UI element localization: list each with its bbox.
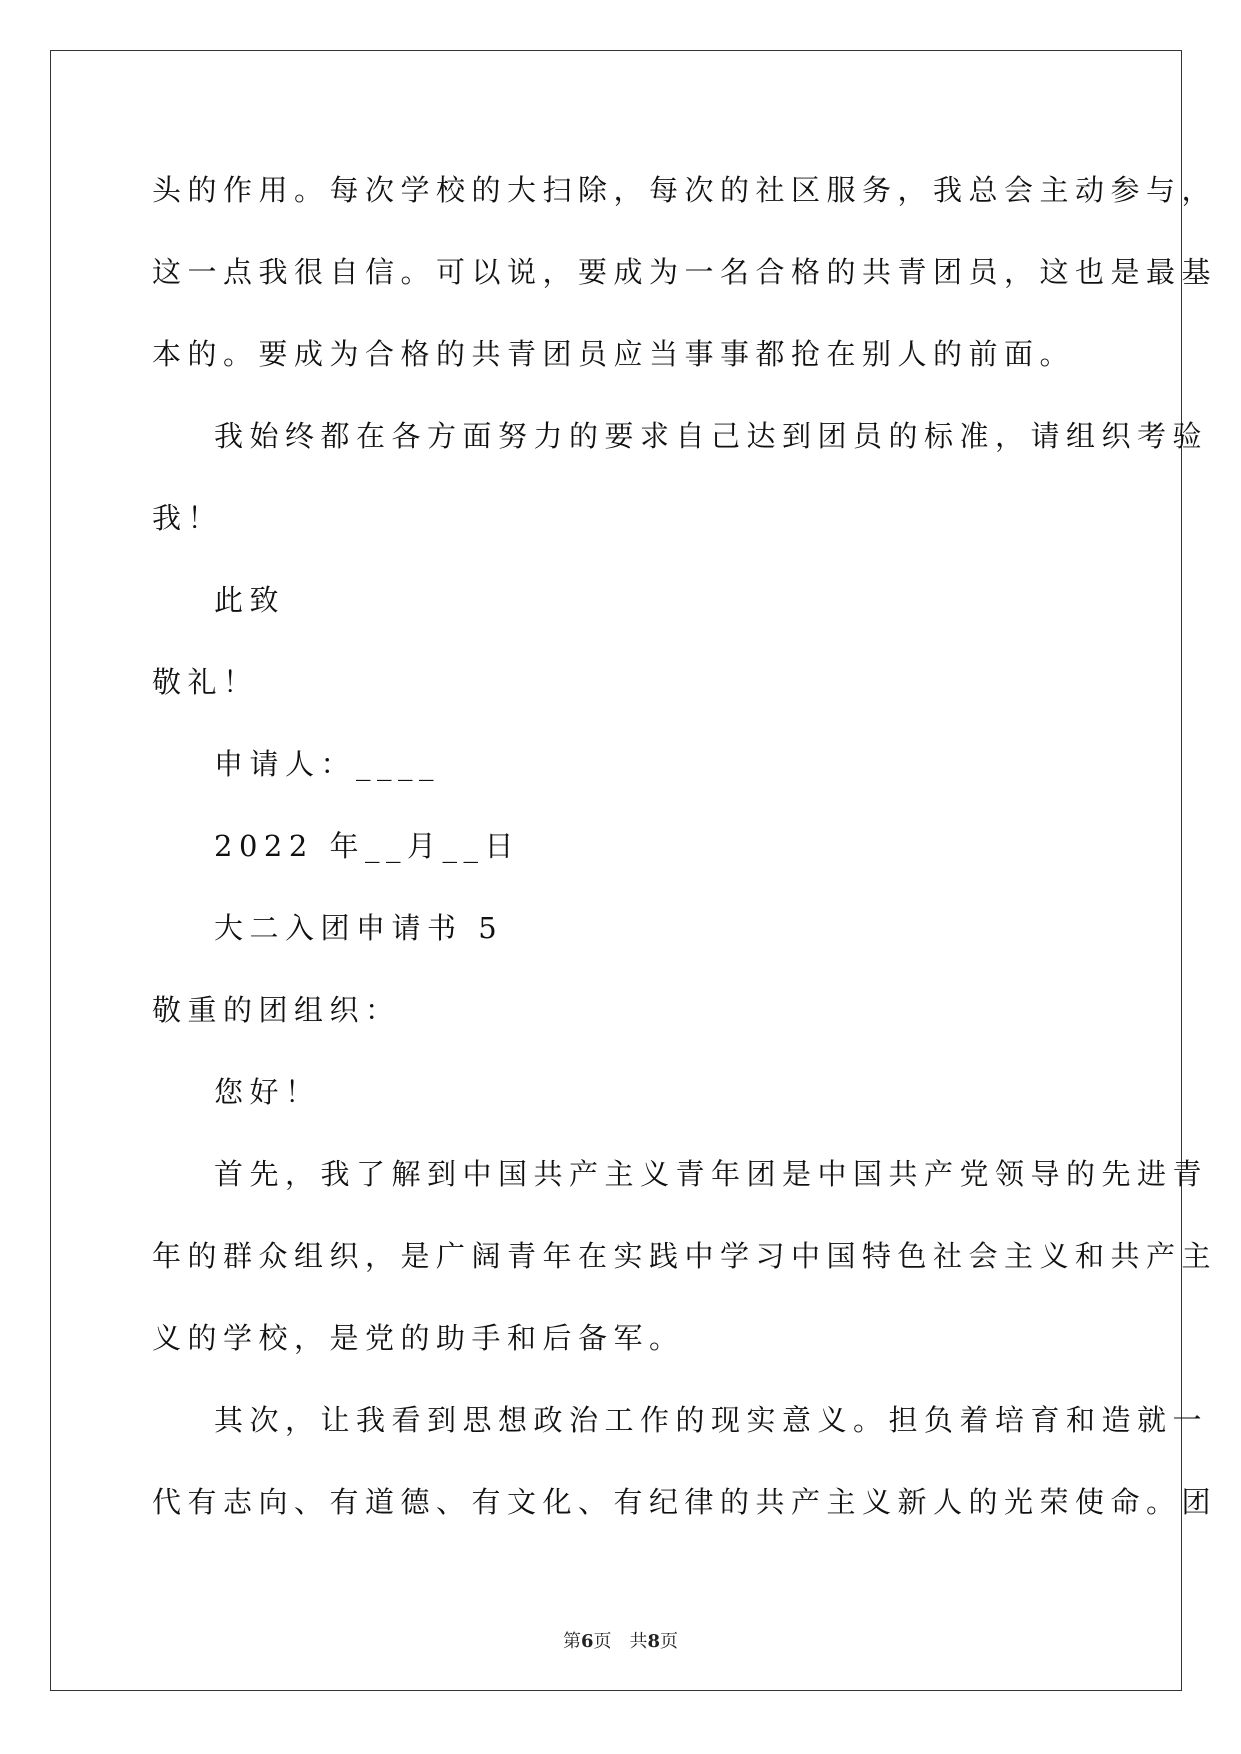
page-current: 6 xyxy=(580,1631,594,1652)
text-line: 首先，我了解到中国共产主义青年团是中国共产党领导的先进青 xyxy=(214,1157,1209,1191)
page-prefix: 第 xyxy=(562,1631,581,1652)
text-line: 本的。要成为合格的共青团员应当事事都抢在别人的前面。 xyxy=(152,337,1076,371)
greeting: 您好！ xyxy=(214,1075,321,1109)
text-line: 其次，让我看到思想政治工作的现实意义。担负着培育和造就一 xyxy=(214,1403,1209,1437)
closing-salutation: 此致 xyxy=(214,583,286,617)
text-line: 头的作用。每次学校的大扫除，每次的社区服务，我总会主动参与， xyxy=(152,173,1218,207)
text-line: 我！ xyxy=(152,501,224,535)
section-title: 大二入团申请书 5 xyxy=(214,911,504,945)
page-border xyxy=(50,50,1182,1691)
page-suffix: 页 xyxy=(660,1631,679,1652)
text-line: 这一点我很自信。可以说，要成为一名合格的共青团员，这也是最基 xyxy=(152,255,1218,289)
applicant-signature: 申请人：____ xyxy=(214,747,441,781)
addressee: 敬重的团组织： xyxy=(152,993,401,1027)
text-line: 年的群众组织，是广阔青年在实践中学习中国特色社会主义和共产主 xyxy=(152,1239,1218,1273)
date-line: 2022 年__月__日 xyxy=(214,829,521,863)
text-line: 代有志向、有道德、有文化、有纪律的共产主义新人的光荣使命。团 xyxy=(152,1485,1218,1519)
page-total: 8 xyxy=(647,1631,661,1652)
page-mid: 页 共 xyxy=(593,1631,648,1652)
text-line: 义的学校，是党的助手和后备军。 xyxy=(152,1321,685,1355)
text-line: 我始终都在各方面努力的要求自己达到团员的标准，请组织考验 xyxy=(214,419,1209,453)
closing-regards: 敬礼！ xyxy=(152,665,259,699)
page-footer xyxy=(0,1630,1241,1654)
